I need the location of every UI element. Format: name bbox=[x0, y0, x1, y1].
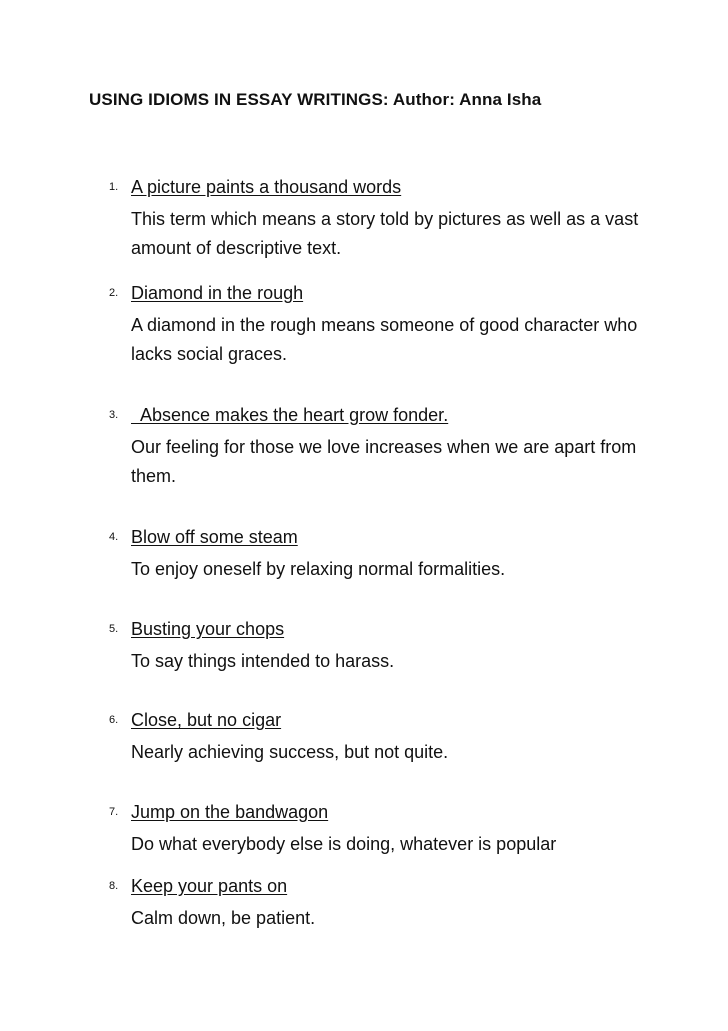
idiom-description: To say things intended to harass. bbox=[131, 651, 395, 671]
idiom-title: Diamond in the rough bbox=[131, 283, 304, 303]
idiom-title: Keep your pants on bbox=[131, 876, 288, 896]
idiom-description: Do what everybody else is doing, whatever is popular bbox=[131, 834, 557, 854]
idiom-title: Blow off some steam bbox=[131, 527, 298, 547]
list-number: 2. bbox=[109, 287, 119, 299]
list-number: 6. bbox=[109, 714, 119, 726]
list-number: 3. bbox=[109, 409, 119, 421]
idiom-title: Busting your chops bbox=[131, 619, 285, 639]
list-number: 8. bbox=[109, 880, 119, 892]
idiom-description: A diamond in the rough means someone of good character who lacks social graces. bbox=[131, 315, 638, 364]
idiom-description: This term which means a story told by pictures as well as a vast amount of descriptive text. bbox=[131, 209, 639, 258]
idiom-title: Jump on the bandwagon bbox=[131, 802, 329, 822]
idiom-description: Our feeling for those we love increases when we are apart from them. bbox=[131, 437, 637, 486]
idiom-title: A picture paints a thousand words bbox=[131, 177, 402, 197]
list-number: 7. bbox=[109, 806, 119, 818]
idiom-description: Nearly achieving success, but not quite. bbox=[131, 742, 449, 762]
idiom-description: Calm down, be patient. bbox=[131, 908, 316, 928]
idiom-title: Absence makes the heart grow fonder. bbox=[131, 405, 449, 425]
idiom-description: To enjoy oneself by relaxing normal formalities. bbox=[131, 559, 506, 579]
list-number: 5. bbox=[109, 623, 119, 635]
document-title: USING IDIOMS IN ESSAY WRITINGS: Author: Anna Isha bbox=[89, 90, 542, 109]
list-number: 4. bbox=[109, 531, 119, 543]
list-number: 1. bbox=[109, 181, 119, 193]
idiom-title: Close, but no cigar bbox=[131, 710, 282, 730]
